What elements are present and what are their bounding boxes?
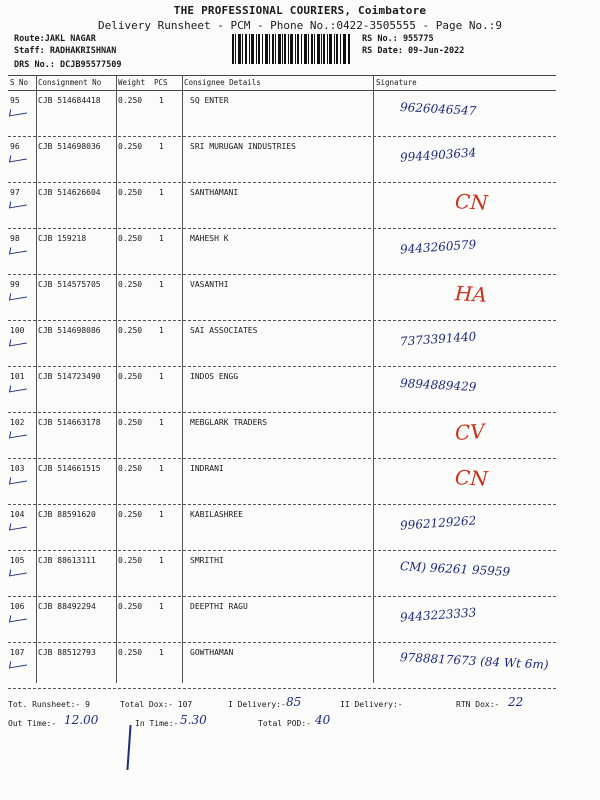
consignee-name: KABILASHREE [190, 510, 243, 519]
i-delivery-label: I Delivery:- [228, 700, 286, 709]
row-divider [8, 458, 556, 459]
row-divider [8, 320, 556, 321]
consignment-number: CJB 88492294 [38, 602, 96, 611]
consignee-name: INDOS ENGG [190, 372, 239, 381]
row-divider [8, 136, 556, 137]
barcode [232, 34, 352, 64]
col-consignment: Consignment No [38, 78, 102, 87]
total-dox: Total Dox:- 107 [120, 700, 193, 709]
pcs-value: 1 [159, 602, 164, 611]
tick-mark [9, 107, 28, 117]
i-delivery-value: 85 [286, 695, 302, 709]
rs-number: RS No.: 955775 [362, 34, 434, 44]
weight-value: 0.250 [118, 464, 143, 473]
signature: 9944903634 [399, 145, 477, 165]
pcs-value: 1 [159, 418, 164, 427]
out-time-label: Out Time:- [8, 719, 57, 728]
weight-value: 0.250 [118, 280, 143, 289]
consignment-number: CJB 514698036 [38, 142, 101, 151]
serial-number: 104 [10, 510, 25, 519]
consignment-number: CJB 514661515 [38, 464, 101, 473]
serial-number: 96 [10, 142, 20, 151]
signature: 9443260579 [399, 237, 477, 257]
weight-value: 0.250 [118, 602, 143, 611]
signature: 9788817673 (84 Wt 6m) [399, 650, 549, 672]
rtn-dox-value: 22 [508, 695, 524, 709]
signature: 9962129262 [399, 513, 477, 533]
consignee-name: MAHESH K [190, 234, 229, 243]
consignment-number: CJB 514663178 [38, 418, 101, 427]
weight-value: 0.250 [118, 96, 143, 105]
signature: CM) 96261 95959 [399, 559, 511, 579]
signature: CV [454, 418, 486, 446]
consignee-name: SANTHAMANI [190, 188, 239, 197]
serial-number: 99 [10, 280, 20, 289]
row-divider [8, 366, 556, 367]
weight-value: 0.250 [118, 326, 143, 335]
pcs-value: 1 [159, 464, 164, 473]
tick-mark [9, 429, 28, 439]
table-header [8, 75, 556, 91]
drs-number: DRS No.: DCJB95577509 [14, 60, 122, 70]
pcs-value: 1 [159, 372, 164, 381]
consignment-number: CJB 514626604 [38, 188, 101, 197]
consignee-name: DEEPTHI RAGU [190, 602, 248, 611]
consignment-number: CJB 514698086 [38, 326, 101, 335]
weight-value: 0.250 [118, 418, 143, 427]
weight-value: 0.250 [118, 188, 143, 197]
tick-mark [9, 245, 28, 255]
consignee-name: SRI MURUGAN INDUSTRIES [190, 142, 296, 151]
in-time-value: 5.30 [180, 713, 207, 727]
weight-value: 0.250 [118, 510, 143, 519]
signature: CN [454, 465, 489, 491]
consignment-number: CJB 88591620 [38, 510, 96, 519]
consignee-name: MEBGLARK TRADERS [190, 418, 268, 427]
weight-value: 0.250 [118, 142, 143, 151]
consignment-number: CJB 514723490 [38, 372, 101, 381]
tick-mark [9, 383, 28, 393]
signature: HA [454, 281, 488, 307]
tick-mark [9, 567, 28, 577]
pcs-value: 1 [159, 326, 164, 335]
tick-mark [9, 291, 28, 301]
column-divider [373, 75, 374, 683]
in-time-label: In Time:- [135, 719, 179, 728]
tick-mark [9, 475, 28, 485]
route-label: Route:JAKL NAGAR [14, 34, 96, 44]
serial-number: 101 [10, 372, 25, 381]
tick-mark [9, 659, 28, 669]
signature: 9894889429 [399, 376, 477, 394]
tick-mark [9, 613, 28, 623]
row-divider [8, 642, 556, 643]
tick-mark [9, 153, 28, 163]
signature: CN [454, 189, 489, 215]
signature: 7373391440 [399, 329, 477, 349]
row-divider [8, 504, 556, 505]
column-divider [36, 75, 37, 683]
out-time-value: 12.00 [64, 713, 99, 727]
row-divider [8, 596, 556, 597]
col-sno: S No [10, 78, 29, 87]
serial-number: 102 [10, 418, 25, 427]
col-signature: Signature [376, 78, 417, 87]
staff-label: Staff: RADHAKRISHNAN [14, 46, 117, 56]
document-subtitle: Delivery Runsheet - PCM - Phone No.:0422-3505555 - Page No.:9 [98, 19, 502, 32]
consignment-number: CJB 88613111 [38, 556, 96, 565]
row-divider [8, 688, 556, 689]
pcs-value: 1 [159, 142, 164, 151]
consignment-number: CJB 159218 [38, 234, 87, 243]
consignee-name: VASANTHI [190, 280, 229, 289]
serial-number: 100 [10, 326, 25, 335]
consignee-name: SAI ASSOCIATES [190, 326, 258, 335]
pcs-value: 1 [159, 234, 164, 243]
pen-stroke [126, 725, 131, 770]
pcs-value: 1 [159, 96, 164, 105]
serial-number: 103 [10, 464, 25, 473]
rs-date: RS Date: 09-Jun-2022 [362, 46, 465, 56]
serial-number: 95 [10, 96, 20, 105]
col-consignee: Consignee Details [184, 78, 261, 87]
weight-value: 0.250 [118, 372, 143, 381]
consignment-number: CJB 514575705 [38, 280, 101, 289]
consignee-name: SQ ENTER [190, 96, 229, 105]
column-divider [182, 75, 183, 683]
col-pcs: PCS [154, 78, 168, 87]
consignee-name: SMRITHI [190, 556, 224, 565]
serial-number: 98 [10, 234, 20, 243]
consignment-number: CJB 88512793 [38, 648, 96, 657]
signature: 9443223333 [399, 605, 477, 625]
row-divider [8, 228, 556, 229]
rtn-dox-label: RTN Dox:- [456, 700, 500, 709]
pcs-value: 1 [159, 188, 164, 197]
row-divider [8, 274, 556, 275]
tick-mark [9, 521, 28, 531]
tick-mark [9, 337, 28, 347]
row-divider [8, 550, 556, 551]
serial-number: 97 [10, 188, 20, 197]
pcs-value: 1 [159, 280, 164, 289]
tick-mark [9, 199, 28, 209]
serial-number: 105 [10, 556, 25, 565]
pcs-value: 1 [159, 648, 164, 657]
document-title: THE PROFESSIONAL COURIERS, Coimbatore [173, 4, 427, 17]
row-divider [8, 182, 556, 183]
serial-number: 107 [10, 648, 25, 657]
pcs-value: 1 [159, 556, 164, 565]
weight-value: 0.250 [118, 648, 143, 657]
pcs-value: 1 [159, 510, 164, 519]
signature: 9626046547 [399, 100, 477, 118]
consignee-name: INDRANI [190, 464, 224, 473]
col-weight: Weight [118, 78, 146, 87]
row-divider [8, 412, 556, 413]
ii-delivery-label: II Delivery:- [340, 700, 403, 709]
tot-runsheet: Tot. Runsheet:- 9 [8, 700, 90, 709]
serial-number: 106 [10, 602, 25, 611]
total-pod-value: 40 [315, 713, 331, 727]
weight-value: 0.250 [118, 556, 143, 565]
column-divider [116, 75, 117, 683]
weight-value: 0.250 [118, 234, 143, 243]
consignment-number: CJB 514684418 [38, 96, 101, 105]
total-pod-label: Total POD:- [258, 719, 311, 728]
consignee-name: GOWTHAMAN [190, 648, 234, 657]
